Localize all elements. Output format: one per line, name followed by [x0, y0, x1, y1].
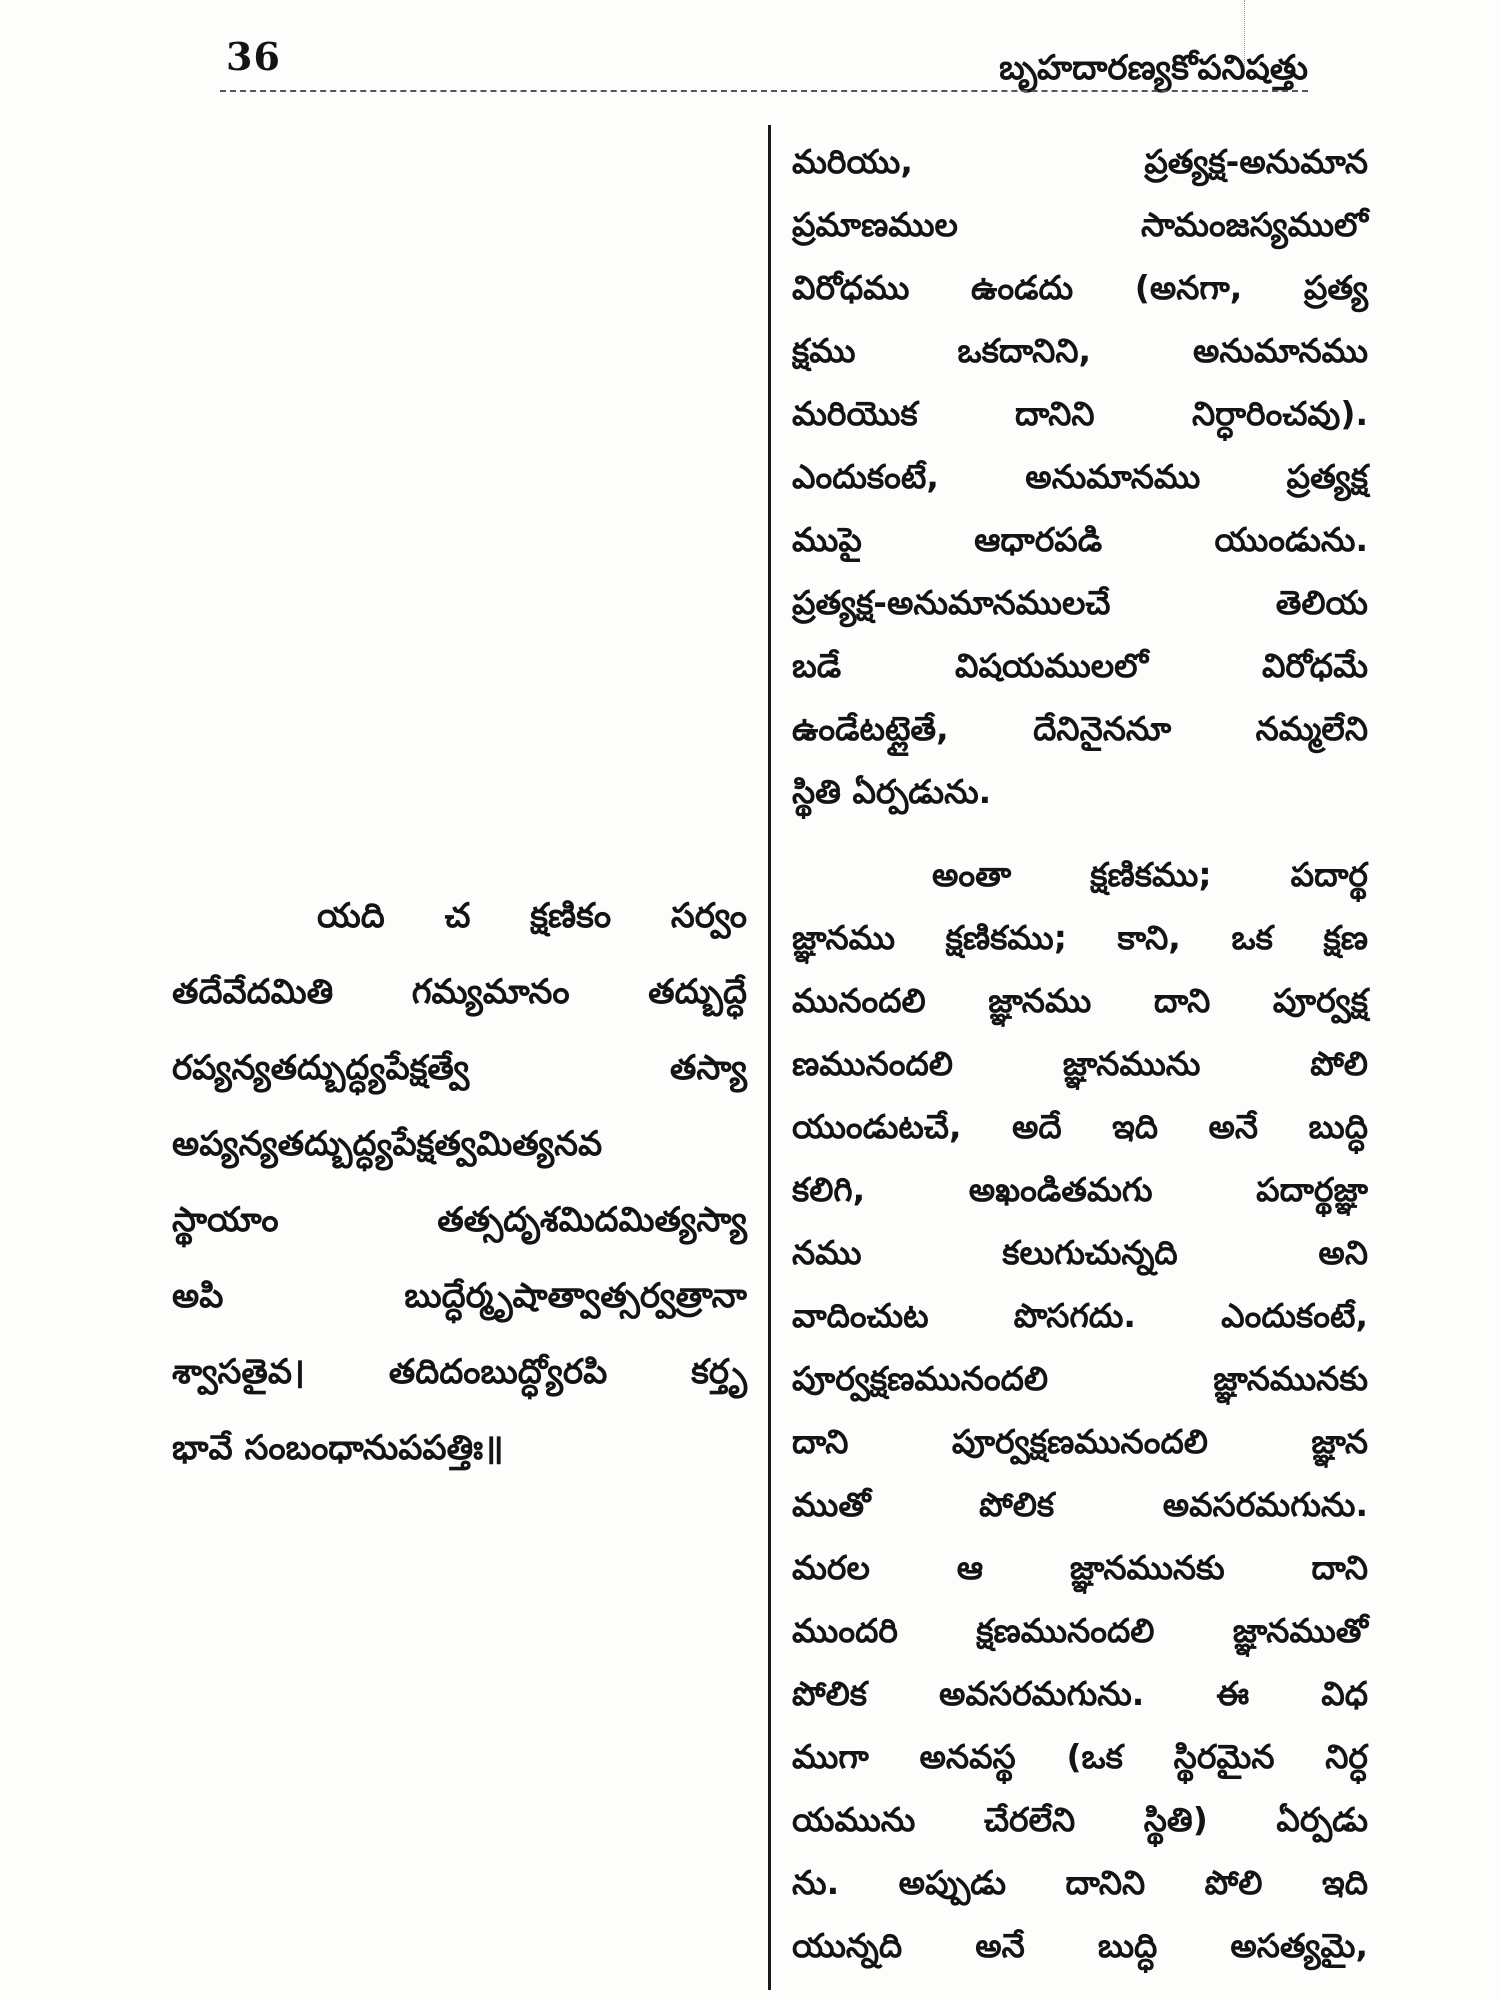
paragraph-line: బడే విషయములలో విరోధమే	[792, 646, 1368, 685]
paragraph-line: యమును చేరలేని స్థితి) ఏర్పడు	[792, 1800, 1368, 1839]
paragraph-line: అంతా క్షణికము; పదార్థ	[932, 855, 1368, 894]
paragraph-line: విరోధము ఉండదు (అనగా, ప్రత్య	[792, 268, 1368, 307]
paragraph-line: పూర్వక్షణమునందలి జ్ఞానమునకు	[792, 1359, 1368, 1398]
verse-line: రప్యన్యతద్బుద్ధ్యపేక్షత్వే తస్యా	[172, 1048, 747, 1088]
paragraph-line: స్థితి ఏర్పడును.	[792, 772, 992, 811]
commentary-paragraph-2	[792, 843, 1368, 1977]
paragraph-line: మరియొక దానిని నిర్ధారించవు).	[792, 394, 1368, 433]
paragraph-line: ఎందుకంటే, అనుమానము ప్రత్యక్ష	[792, 457, 1368, 496]
column-divider	[768, 125, 771, 1990]
paragraph-line: క్షము ఒకదానిని, అనుమానము	[792, 331, 1368, 370]
header-rule	[220, 90, 1308, 92]
verse-line: అప్యన్యతద్బుద్ధ్యపేక్షత్వమిత్యనవ	[172, 1124, 603, 1164]
verse-line: శ్వాసతైవ। తదిదంబుద్ధ్యోరపి కర్తృ	[172, 1352, 747, 1392]
paragraph-line: మునందలి జ్ఞానము దాని పూర్వక్ష	[792, 981, 1368, 1020]
paragraph-line: ముందరి క్షణమునందలి జ్ఞానముతో	[792, 1611, 1368, 1650]
paragraph-gap	[792, 823, 1368, 843]
paragraph-line: నము కలుగుచున్నది అని	[792, 1233, 1368, 1272]
paragraph-line: ముగా అనవస్థ (ఒక స్థిరమైన నిర్ధ	[792, 1737, 1368, 1776]
page-number: 36	[226, 34, 281, 79]
paragraph-line: ముపై ఆధారపడి యుండును.	[792, 520, 1368, 559]
paragraph-line: ను. అప్పుడు దానిని పోలి ఇది	[792, 1863, 1368, 1902]
paragraph-line: యున్నది అనే బుద్ధి అసత్యమై,	[792, 1926, 1368, 1965]
paragraph-line: ణమునందలి జ్ఞానమును పోలి	[792, 1044, 1368, 1083]
commentary-paragraph-1	[792, 130, 1368, 823]
paragraph-line: మరల ఆ జ్ఞానమునకు దాని	[792, 1548, 1368, 1587]
paragraph-line: వాదించుట పొసగదు. ఎందుకంటే,	[792, 1296, 1368, 1335]
running-header-title: బృహదారణ్యకోపనిషత్తు	[999, 48, 1308, 88]
verse-line: అపి బుద్ధేర్మృషాత్వాత్సర్వత్రానా	[172, 1276, 747, 1316]
paragraph-line: యుండుటచే, అదే ఇది అనే బుద్ధి	[792, 1107, 1368, 1146]
paragraph-line: ప్రమాణముల సామంజస్యములో	[792, 205, 1368, 244]
paragraph-line: దాని పూర్వక్షణమునందలి జ్ఞాన	[792, 1422, 1368, 1461]
verse-line: తదేవేదమితి గమ్యమానం తద్బుద్ధే	[172, 972, 747, 1012]
paragraph-line: మరియు, ప్రత్యక్ష-అనుమాన	[792, 142, 1368, 181]
paragraph-line: కలిగి, అఖండితమగు పదార్థజ్ఞా	[792, 1170, 1368, 1209]
sanskrit-verse-column	[172, 878, 747, 1486]
verse-line: యది చ క్షణికం సర్వం	[317, 896, 747, 936]
telugu-commentary-column	[792, 130, 1368, 1977]
paragraph-line: జ్ఞానము క్షణికము; కాని, ఒక క్షణ	[792, 918, 1368, 957]
verse-line: స్థాయాం తత్సదృశమిదమిత్యస్యా	[172, 1200, 747, 1240]
paragraph-line: ప్రత్యక్ష-అనుమానములచే తెలియ	[792, 583, 1368, 622]
paragraph-line: ముతో పోలిక అవసరమగును.	[792, 1485, 1368, 1524]
paragraph-line: ఉండేటట్లైతే, దేనినైననూ నమ్మలేని	[792, 709, 1368, 748]
paragraph-line: పోలిక అవసరమగును. ఈ విధ	[792, 1674, 1368, 1713]
verse-line: భావే సంబంధానుపపత్తిః॥	[172, 1428, 504, 1468]
